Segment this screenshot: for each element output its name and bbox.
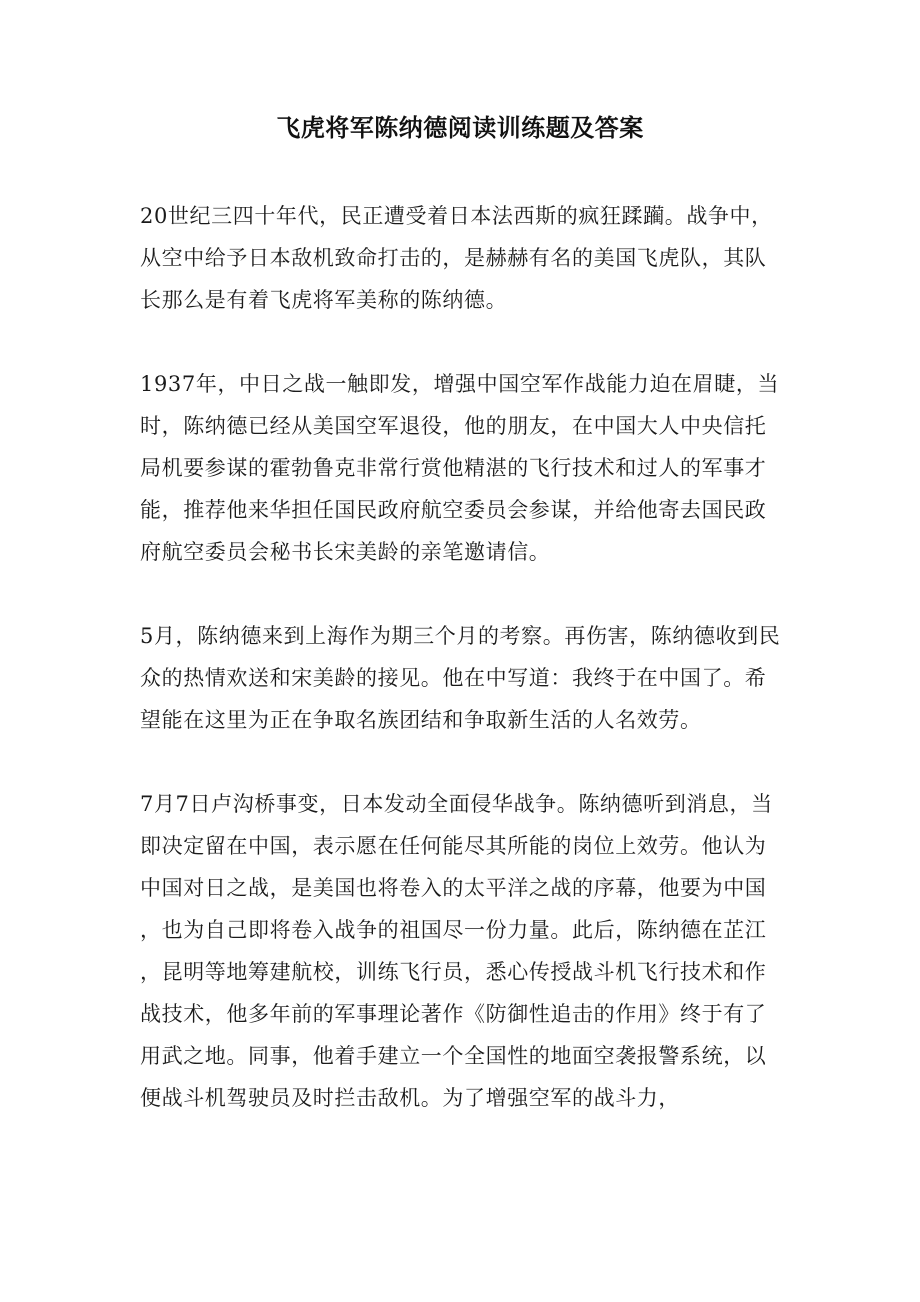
text-line: 用武之地。同事，他着手建立一个全国性的地面空袭报警系统，以 <box>140 1044 767 1068</box>
text-line: 局机要参谋的霍勃鲁克非常行赏他精湛的飞行技术和过人的军事才 <box>140 456 767 480</box>
text-line: 7月7日卢沟桥事变，日本发动全面侵华战争。陈纳德听到消息，当 <box>140 792 773 816</box>
paragraph-2 <box>140 363 800 573</box>
text-line: 能，推荐他来华担任国民政府航空委员会参谋，并给他寄去国民政 <box>140 498 767 522</box>
paragraph-3 <box>140 615 800 741</box>
text-line: 便战斗机驾驶员及时拦击敌机。为了增强空军的战斗力， <box>140 1086 680 1110</box>
paragraph-4 <box>140 783 800 1119</box>
text-line: 从空中给予日本敌机致命打击的，是赫赫有名的美国飞虎队，其队 <box>140 246 767 270</box>
text-line: ，也为自己即将卷入战争的祖国尽一份力量。此后，陈纳德在芷江 <box>140 918 767 942</box>
text-line: 1937年，中日之战一触即发，增强中国空军作战能力迫在眉睫，当 <box>140 372 780 396</box>
text-line: 时，陈纳德已经从美国空军退役，他的朋友，在中国大人中央信托 <box>140 414 767 438</box>
text-line: 即决定留在中国，表示愿在任何能尽其所能的岗位上效劳。他认为 <box>140 834 767 858</box>
document-body <box>140 195 800 1161</box>
document-title: 飞虎将军陈纳德阅读训练题及答案 <box>276 114 644 142</box>
text-line: 5月，陈纳德来到上海作为期三个月的考察。再伤害，陈纳德收到民 <box>140 624 781 648</box>
text-line: 府航空委员会秘书长宋美龄的亲笔邀请信。 <box>140 540 551 564</box>
text-line: 众的热情欢送和宋美龄的接见。他在中写道：我终于在中国了。希 <box>140 666 767 690</box>
text-line: 20世纪三四十年代，民正遭受着日本法西斯的疯狂蹂躏。战争中， <box>140 204 773 228</box>
text-line: 望能在这里为正在争取名族团结和争取新生活的人名效劳。 <box>140 708 702 732</box>
text-line: 中国对日之战，是美国也将卷入的太平洋之战的序幕，他要为中国 <box>140 876 767 900</box>
text-line: 战技术，他多年前的军事理论著作《防御性追击的作用》终于有了 <box>140 1002 767 1026</box>
text-line: ，昆明等地筹建航校，训练飞行员，悉心传授战斗机飞行技术和作 <box>140 960 767 984</box>
paragraph-1 <box>140 195 800 321</box>
text-line: 长那么是有着飞虎将军美称的陈纳德。 <box>140 288 508 312</box>
